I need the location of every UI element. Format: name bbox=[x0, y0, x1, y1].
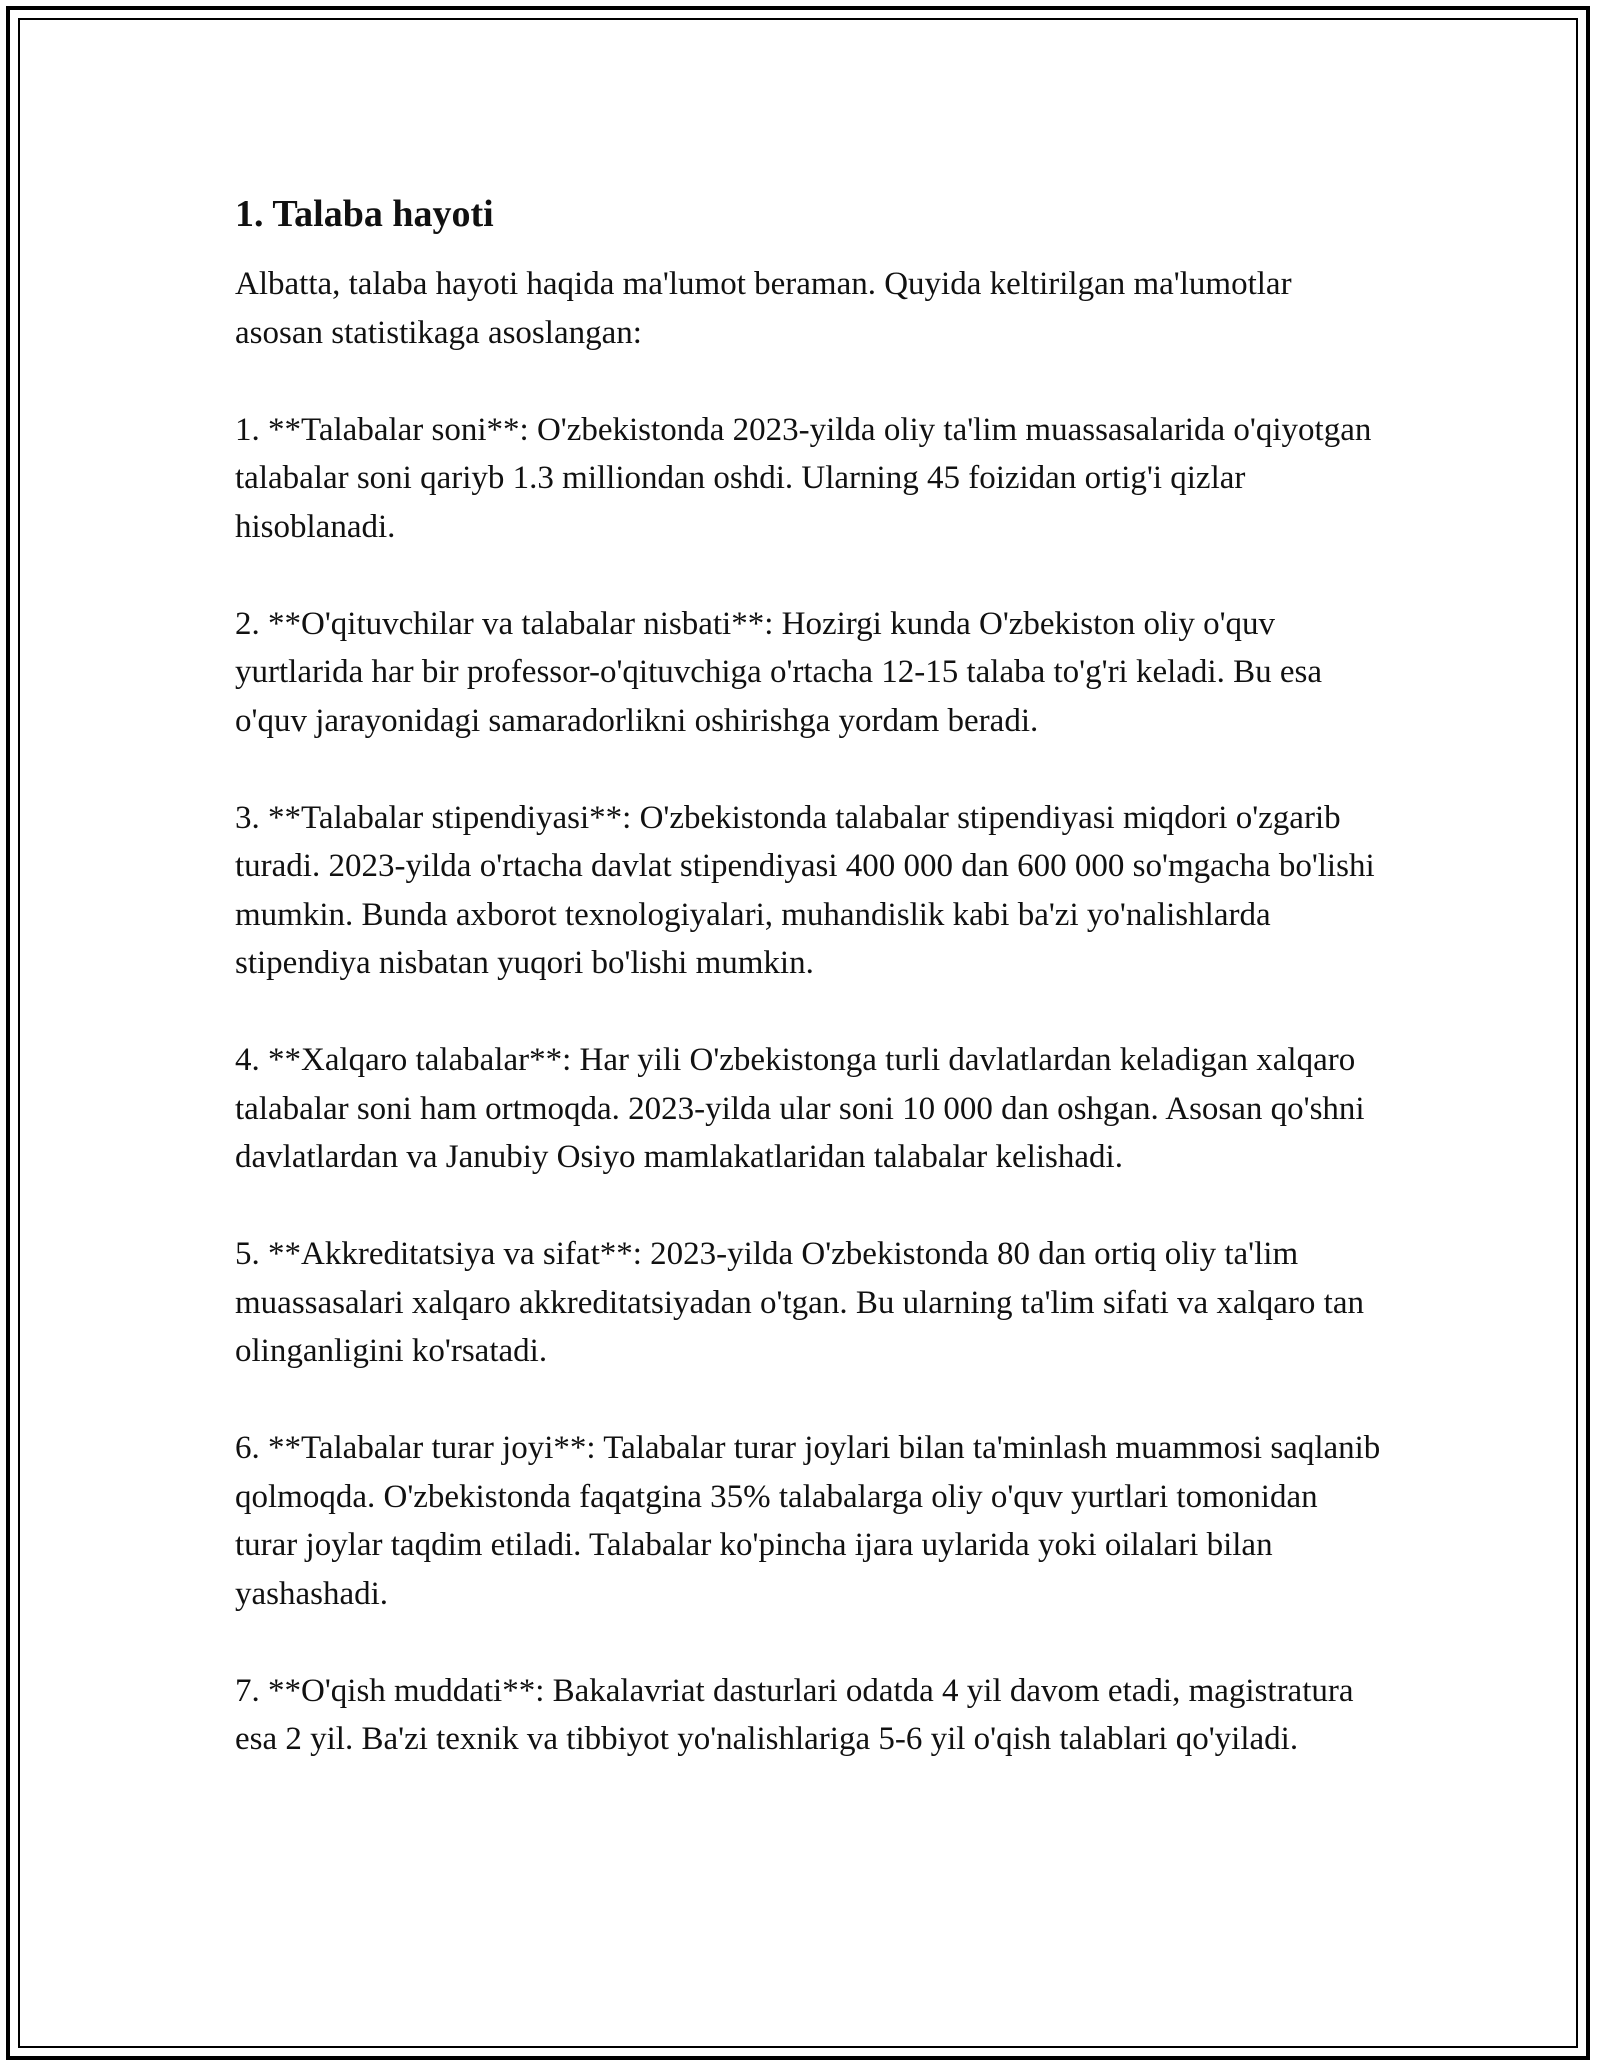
list-item-4: 4. **Xalqaro talabalar**: Har yili O'zbekistonga turli davlatlardan keladigan xalqaro talabalar soni ham ortmoqda. 2023-yilda ular soni 10 000 dan oshgan. Asosan qo'shni davlatlardan va Janubiy Osiyo mamlakatlaridan talabalar kelishadi. bbox=[235, 1042, 1365, 1175]
document-body bbox=[235, 188, 1385, 1812]
list-item-2: 2. **O'qituvchilar va talabalar nisbati**: Hozirgi kunda O'zbekiston oliy o'quv yurtlarida har bir professor-o'qituvchiga o'rtacha 12-15 talaba to'g'ri keladi. Bu esa o'quv jarayonidagi samaradorlikni oshirishga yordam beradi. bbox=[235, 605, 1323, 739]
list-item-1: 1. **Talabalar soni**: O'zbekistonda 2023-yilda oliy ta'lim muassasalarida o'qiyotgan talabalar soni qariyb 1.3 milliondan oshdi. Ularning 45 foizidan ortig'i qizlar hisoblanadi. bbox=[235, 411, 1372, 545]
list-item-6: 6. **Talabalar turar joyi**: Talabalar turar joylari bilan ta'minlash muammosi saqlanib qolmoqda. O'zbekistonda faqatgina 35% talabalarga oliy o'quv yurtlari tomonidan turar joylar taqdim etiladi. Talabalar ko'pincha ijara uylarida yoki oilalari bilan yashashadi. bbox=[235, 1430, 1381, 1612]
intro-paragraph: Albatta, talaba hayoti haqida ma'lumot beraman. Quyida keltirilgan ma'lumotlar asosan statistikaga asoslangan: bbox=[235, 266, 1292, 351]
list-item-7: 7. **O'qish muddati**: Bakalavriat dasturlari odatda 4 yil davom etadi, magistratura esa 2 yil. Ba'zi texnik va tibbiyot yo'nalishlariga 5-6 yil o'qish talablari qo'yiladi. bbox=[235, 1672, 1354, 1757]
list-item-3: 3. **Talabalar stipendiyasi**: O'zbekistonda talabalar stipendiyasi miqdori o'zgarib turadi. 2023-yilda o'rtacha davlat stipendiyasi 400 000 dan 600 000 so'mgacha bo'lishi mumkin. Bunda axborot texnologiyalari, muhandislik kabi ba'zi yo'nalishlarda stipendiya nisbatan yuqori bo'lishi mumkin. bbox=[235, 799, 1375, 981]
document-title: 1. Talaba hayoti bbox=[235, 193, 494, 235]
list-item-5: 5. **Akkreditatsiya va sifat**: 2023-yilda O'zbekistonda 80 dan ortiq oliy ta'lim muassasalari xalqaro akkreditatsiyadan o'tgan. Bu ularning ta'lim sifati va xalqaro tan olinganligini ko'rsatadi. bbox=[235, 1236, 1364, 1369]
